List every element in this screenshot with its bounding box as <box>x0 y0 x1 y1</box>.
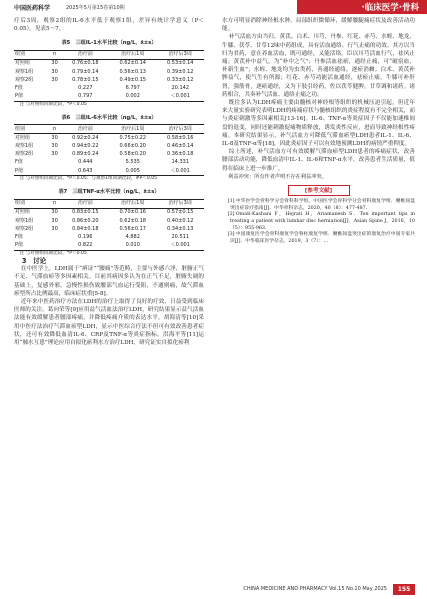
table-cell: 0.56±0.13 <box>119 68 146 75</box>
left-column <box>14 17 204 347</box>
table-cell: 0.34±0.13 <box>167 225 194 232</box>
table5-title: 表5 三组IL-1水平比较（ng/L，x̄±s） <box>61 40 157 47</box>
discussion-paragraph: 近年来中医药治疗方法在LDH的治疗上取得了良好的疗效，日益受到临床医师的关注。葛向荣等[9]应用益气活血法治疗LDH，研究结果显示益气活血法能有效缓解患者腰部疼痛，并降低疼痛介质的表达水平。胡海清等[10]采用中医疗法治疗气滞血瘀型LDH，显示中医综合疗法不但可有效改善患者症状，还可有效降低血清IL-6、CRP及TNF-α等炎症指标。洪海平等[11]运用“肺水互患”理论应用自拟化瘀利水方治疗LDH，研究证实自拟化瘀利 <box>14 299 204 347</box>
table-cell: 0.94±0.22 <box>72 143 99 150</box>
table-cell: F值 <box>15 84 23 91</box>
table-cell: ＜0.001 <box>170 93 190 100</box>
table-cell: 0.83±0.15 <box>72 209 99 216</box>
table-cell: 观察2组 <box>15 225 34 232</box>
section-label: ·临床医学·骨科 <box>361 3 419 13</box>
table-header-cell: 治疗前 <box>77 200 93 207</box>
table-cell: ＜0.001 <box>170 242 190 249</box>
reference-text: Omidi-Kashani F，Hejrati H，Ariamanesh S．Ten important tips in treating a patient with lumbar disc herniation[J]．Asian Spine J，2016，10（5）：955-963. <box>230 212 415 231</box>
table-cell: 14.331 <box>171 159 189 166</box>
table-header-cell: 组别 <box>15 125 26 132</box>
table-cell: 0.49±0.15 <box>119 76 146 83</box>
table-cell: 0.89±0.24 <box>72 151 99 158</box>
table-row <box>14 84 204 92</box>
table-row <box>14 242 204 251</box>
table-cell: 0.92±0.24 <box>72 134 99 141</box>
page-header <box>0 0 427 16</box>
table-cell: 0.822 <box>78 242 93 249</box>
table-cell <box>48 242 62 251</box>
body-paragraph: 补气活血方由当归、黄芪、白术、川芎、丹参、红花、赤芍、水蛭、地龙、牛膝、茯苓、甘草12味中药组成，具有活血通络、行气止痛的功效。其方以当归为君药，意在养血活血，既可通经，又能活络。臣以川芎活血行气，祛风止痛；黄芪补中益气，为“补中之气”；丹参活血祛瘀，通经止痛，可“破宿血，补新生血”；水蛭、地龙均为虫类药，善通经通络，逐瘀消癥；白术、黄芪补脾益气，使气生有所源；红花、赤芍功能活血通经，祛瘀止痛，牛膝可补肝肾，强筋骨，逐瘀通经，又为下肢引经药。佐以茯苓健脾，甘草调和诸药。诸药相合，共奏补气活血、通络止痛之功。 <box>222 34 415 98</box>
table-cell <box>48 233 62 241</box>
table-cell: P值 <box>15 242 24 249</box>
table-cell: 对照组 <box>15 60 31 67</box>
table-header-cell: n <box>53 125 57 132</box>
table-cell: 0.643 <box>78 167 93 174</box>
table-header-cell: n <box>53 200 57 207</box>
table-cell: 0.33±0.12 <box>167 76 194 83</box>
table6 <box>14 124 204 176</box>
issue-info: 2025年5月第15卷第10期 <box>66 4 125 11</box>
table-cell: F值 <box>15 159 23 166</box>
table-cell: 5.535 <box>125 159 140 166</box>
table-cell: F值 <box>15 234 23 241</box>
table-row <box>14 225 204 233</box>
table-cell: 0.39±0.12 <box>167 68 194 75</box>
body-paragraph: 水方可明显消除神经根水肿，局部组织微循环，缓解腰腿痛症状及改善活动功能。 <box>222 18 415 33</box>
table-cell: 0.70±0.16 <box>119 209 146 216</box>
table-cell: 0.78±0.15 <box>72 76 99 83</box>
table-cell: 0.010 <box>125 242 140 249</box>
reference-list <box>222 199 415 245</box>
table-row <box>14 59 204 68</box>
table-header-cell: 治疗前 <box>77 125 93 132</box>
table-cell: 0.58±0.20 <box>119 151 146 158</box>
table-header-cell: 组别 <box>15 200 26 207</box>
table-header-cell: 组别 <box>15 51 26 58</box>
table7 <box>14 199 204 251</box>
table-cell: 30 <box>51 151 58 158</box>
table-cell: 4.882 <box>125 234 140 241</box>
table-row <box>14 233 204 241</box>
table-cell: 0.005 <box>125 167 140 174</box>
reference-item <box>222 232 415 245</box>
table-cell: 0.79±0.14 <box>72 68 99 75</box>
reference-text: 中国康复医学会骨科康复学会脊柱康复学组．腰椎间盘突出症的康复治疗中国专家共识[J]．中华临床医学杂志，2019，3（7）：... <box>230 232 415 244</box>
table-cell <box>48 84 62 92</box>
table-cell: 0.36±0.18 <box>167 151 194 158</box>
table-cell: 0.56±0.17 <box>119 225 146 232</box>
table-cell <box>48 167 62 176</box>
reference-item <box>222 212 415 232</box>
table-cell: 30 <box>51 209 58 216</box>
table-cell: 0.797 <box>78 93 93 100</box>
table6-title: 表6 三组IL-6水平比较（ng/L，x̄±s） <box>61 114 157 121</box>
table7-title: 表7 三组TNF-α水平比较（ng/L，x̄±s） <box>58 189 160 196</box>
table-cell: 0.196 <box>78 234 93 241</box>
table-header-cell: 治疗后3周 <box>168 125 192 132</box>
reference-number: [1] <box>227 199 235 205</box>
table-cell: 0.84±0.18 <box>72 225 99 232</box>
table-cell: 观察1组 <box>15 68 34 75</box>
table-row <box>14 93 204 102</box>
reference-text: 中华医学会骨科学分会骨科科学组，中国医学会骨科学分会骨科康复学组．腰椎间盘突出症诊疗指南[J]．中华骨科杂志，2020，40（8）：477-487. <box>230 199 415 211</box>
table5 <box>14 50 204 102</box>
table-cell: 20.142 <box>171 84 189 91</box>
footer-journal: CHINA MEDICINE AND PHARMACY Vol.15 No.10 May 2025 <box>243 586 387 592</box>
table-header-cell: 治疗后1周 <box>121 125 145 132</box>
intro-paragraph: 疗后3周，观察2组的IL-6水平低于观察1组，差异有统计学意义（P＜0.05）。见表5～7。 <box>14 18 204 33</box>
table-cell: 对照组 <box>15 134 31 141</box>
table-cell: 观察1组 <box>15 143 34 150</box>
table-cell: 0.002 <box>125 93 140 100</box>
table-cell: 30 <box>51 60 58 67</box>
table-cell: 观察2组 <box>15 151 34 158</box>
discussion-paragraph: 在中医学上，LDH属于“痹证”“腰痛”等范畴，主要与外感六淫、脏腑正气不足、气滞血瘀等多因素相关。目前其病因多认为在正气不足，脏腑失调的基础上，复感外邪，急慢性损伤致腰部气血运行受阻，不通则痛，故气滞血瘀型所占比例最高，临床症状重[5-8]。 <box>14 266 204 297</box>
table-header-cell: 治疗后1周 <box>121 200 145 207</box>
conclusion-paragraph: 综上所述，补气活血方可有效缓解气滞血瘀型LDH患者的疼痛症状，改善腰部活动功能，降低血清中IL-1、IL-6和TNF-α水平，改善患者生活质量，值得在临床上进一步推广。 <box>222 149 415 172</box>
table-header-cell: n <box>53 51 57 58</box>
table-cell: 观察2组 <box>15 76 34 83</box>
table-cell: 对照组 <box>15 209 31 216</box>
table-cell: 0.57±0.15 <box>167 209 194 216</box>
table-header-cell: 治疗后3周 <box>168 200 192 207</box>
table-row <box>14 167 204 176</box>
table-cell: 0.76±0.18 <box>72 60 99 67</box>
table-cell: 30 <box>51 68 58 75</box>
page-number: 155 <box>393 584 415 595</box>
table-cell: 0.86±0.20 <box>72 217 99 224</box>
table-row <box>14 76 204 84</box>
body-paragraph: 既往多认为LDH疼痛主要由髓核对神经根等组织的机械压迫引起，但近年来大量实验研究表明LDH的疼痛症状与髓核组织的炎症程度有不完全相关，而与炎症刺激等多因素相关[13-16]。IL-6、TNF-α等炎症因子不仅能加速椎间盘的退变，同时还能刺激促痛物质释放，诱发炎性反应，进而导致神经根性疼痛。本研究结果显示，补气活血方可降低气滞血瘀型LDH患者IL-1、IL-6、IL-8及TNF-α等[18]，因此炎症因子可以有效地预测LDH的病情严重程度。 <box>222 100 415 148</box>
table-cell: 0.75±0.22 <box>119 134 146 141</box>
table-cell: 6.797 <box>125 84 140 91</box>
table7-note: 注 与对照组同期比较，*P＜0.05 <box>19 250 87 256</box>
table-row <box>14 151 204 159</box>
table-cell: 30 <box>51 217 58 224</box>
table-row <box>14 68 204 76</box>
table-cell: 0.66±0.20 <box>119 143 146 150</box>
table-cell: 观察1组 <box>15 217 34 224</box>
table-cell: 0.444 <box>78 159 93 166</box>
journal-name: 中国医药科学 <box>14 5 51 12</box>
table-cell: 30 <box>51 225 58 232</box>
table-cell: P值 <box>15 167 24 174</box>
table-cell: 0.58±0.16 <box>167 134 194 141</box>
table-cell: 30 <box>51 143 58 150</box>
table-cell: 0.62±0.18 <box>119 217 146 224</box>
table-header-cell: 治疗前 <box>77 51 93 58</box>
table-row <box>14 134 204 143</box>
table-header-cell: 治疗后1周 <box>121 51 145 58</box>
table-cell <box>48 159 62 167</box>
reference-item <box>222 199 415 212</box>
table-cell: 20.511 <box>171 234 189 241</box>
conflict-statement: 利益冲突：所有作者声明不存在利益冲突。 <box>228 173 327 180</box>
table-row <box>14 217 204 225</box>
page-footer <box>0 584 427 598</box>
table-cell <box>48 93 62 102</box>
table-cell: 30 <box>51 134 58 141</box>
table-cell: P值 <box>15 93 24 100</box>
table-row <box>14 159 204 167</box>
table-cell: 30 <box>51 76 58 83</box>
table-cell: 0.46±0.14 <box>167 143 194 150</box>
section-heading-discussion: 3 讨论 <box>21 257 47 265</box>
table6-note: 注 与对照组同期比较，*P＜0.05；与观察1组同期比较，#P＜0.05 <box>19 176 158 182</box>
table-cell: ＜0.001 <box>170 167 190 174</box>
references-heading: [参考文献] <box>288 185 350 196</box>
right-column <box>222 17 415 245</box>
table-row <box>14 208 204 217</box>
table-row <box>14 143 204 151</box>
table-header-cell: 治疗后3周 <box>168 51 192 58</box>
table-cell: 0.53±0.14 <box>167 60 194 67</box>
table-cell: 0.227 <box>78 84 93 91</box>
reference-number: [3] <box>227 232 235 238</box>
table-cell: 0.40±0.12 <box>167 217 194 224</box>
table-cell: 0.62±0.14 <box>119 60 146 67</box>
reference-number: [2] <box>227 212 235 218</box>
table5-note: 注 与对照组同期比较，*P＜0.05 <box>19 101 87 107</box>
